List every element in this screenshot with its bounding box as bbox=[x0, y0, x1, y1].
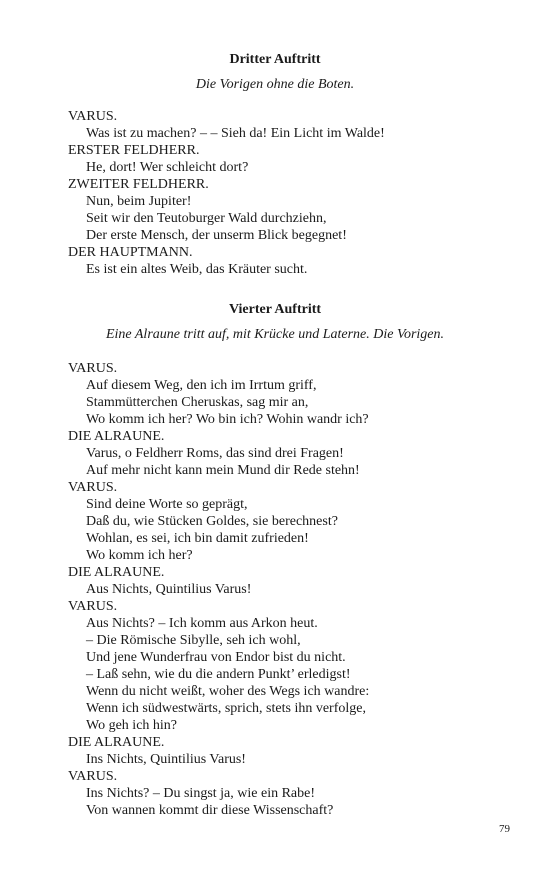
verse-line: Aus Nichts, Quintilius Varus! bbox=[86, 582, 252, 597]
scene-4-dialogue bbox=[68, 360, 518, 819]
verse-line: Wenn du nicht weißt, woher des Wegs ich wandre: bbox=[86, 684, 370, 699]
verse-line: Wenn ich südwestwärts, sprich, stets ihn verfolge, bbox=[86, 701, 366, 716]
speaker-label: DIE ALRAUNE. bbox=[68, 429, 165, 444]
verse-line: Varus, o Feldherr Roms, das sind drei Fragen! bbox=[86, 446, 344, 461]
speaker-label: ERSTER FELDHERR. bbox=[68, 143, 200, 158]
verse-line: Wohlan, es sei, ich bin damit zufrieden! bbox=[86, 531, 309, 546]
verse-line: Auf diesem Weg, den ich im Irrtum griff, bbox=[86, 378, 317, 393]
speaker-label: DER HAUPTMANN. bbox=[68, 245, 193, 260]
verse-line: Sind deine Worte so geprägt, bbox=[86, 497, 248, 512]
scene-3-stage-direction: Die Vorigen ohne die Boten. bbox=[195, 77, 355, 92]
verse-line: Wo komm ich her? bbox=[86, 548, 193, 563]
verse-line: Und jene Wunderfrau von Endor bist du nicht. bbox=[86, 650, 346, 665]
speaker-label: VARUS. bbox=[68, 361, 118, 376]
verse-line: Nun, beim Jupiter! bbox=[86, 194, 192, 209]
speaker-label: VARUS. bbox=[68, 480, 118, 495]
verse-line: Daß du, wie Stücken Goldes, sie berechnest? bbox=[86, 514, 338, 529]
verse-line: Ins Nichts? – Du singst ja, wie ein Rabe! bbox=[86, 786, 316, 801]
verse-line: Wo komm ich her? Wo bin ich? Wohin wandr ich? bbox=[86, 412, 369, 427]
speaker-label: VARUS. bbox=[68, 109, 118, 124]
scene-3-title: Dritter Auftritt bbox=[229, 52, 321, 67]
verse-line: Aus Nichts? – Ich komm aus Arkon heut. bbox=[86, 616, 318, 631]
speaker-label: VARUS. bbox=[68, 769, 118, 784]
verse-line: Auf mehr nicht kann mein Mund dir Rede stehn! bbox=[86, 463, 360, 478]
verse-line: Von wannen kommt dir diese Wissenschaft? bbox=[86, 803, 334, 818]
speaker-label: ZWEITER FELDHERR. bbox=[68, 177, 209, 192]
verse-line: Was ist zu machen? – – Sieh da! Ein Licht im Walde! bbox=[86, 126, 385, 141]
scene-4-title: Vierter Auftritt bbox=[228, 302, 322, 317]
verse-line: Ins Nichts, Quintilius Varus! bbox=[86, 752, 246, 767]
verse-line: Stammütterchen Cheruskas, sag mir an, bbox=[86, 395, 309, 410]
scene-3-dialogue bbox=[68, 108, 518, 278]
verse-line: He, dort! Wer schleicht dort? bbox=[86, 160, 249, 175]
speaker-label: DIE ALRAUNE. bbox=[68, 565, 165, 580]
page-number: 79 bbox=[499, 823, 510, 835]
verse-line: Es ist ein altes Weib, das Kräuter sucht. bbox=[86, 262, 308, 277]
verse-line: – Die Römische Sibylle, seh ich wohl, bbox=[86, 633, 301, 648]
speaker-label: DIE ALRAUNE. bbox=[68, 735, 165, 750]
verse-line: Wo geh ich hin? bbox=[86, 718, 178, 733]
verse-line: Der erste Mensch, der unserm Blick begegnet! bbox=[86, 228, 347, 243]
speaker-label: VARUS. bbox=[68, 599, 118, 614]
scene-4-stage-direction: Eine Alraune tritt auf, mit Krücke und Laterne. Die Vorigen. bbox=[105, 327, 445, 342]
verse-line: – Laß sehn, wie du die andern Punkt’ erledigst! bbox=[86, 667, 351, 682]
verse-line: Seit wir den Teutoburger Wald durchziehn, bbox=[86, 211, 327, 226]
